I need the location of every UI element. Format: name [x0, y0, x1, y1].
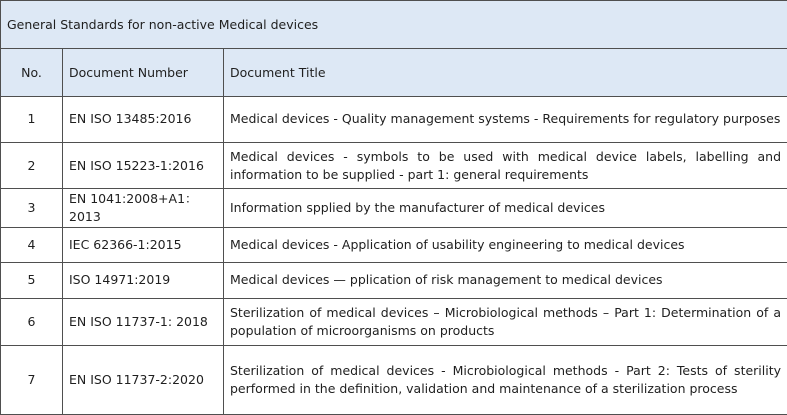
- row-document-title: Information spplied by the manufacturer of medical devices: [224, 189, 787, 227]
- table-caption: General Standards for non-active Medical devices: [1, 1, 787, 49]
- table-row: [1, 227, 787, 262]
- table-row: [1, 346, 787, 415]
- row-no: 7: [1, 346, 63, 415]
- row-no: 1: [1, 96, 63, 142]
- header-no: No.: [1, 49, 63, 96]
- table-row: [1, 299, 787, 346]
- caption-row: [1, 1, 787, 49]
- row-no: 2: [1, 143, 63, 189]
- row-document-number: EN 1041:2008+A1：2013: [63, 189, 224, 227]
- row-no: 4: [1, 227, 63, 262]
- header-document-title: Document Title: [224, 49, 787, 96]
- row-no: 5: [1, 262, 63, 298]
- row-document-number: EN ISO 11737-2:2020: [63, 346, 224, 415]
- row-document-number: EN ISO 11737-1: 2018: [63, 299, 224, 346]
- table-row: [1, 143, 787, 189]
- table-row: [1, 96, 787, 142]
- row-document-title: Medical devices - Application of usability engineering to medical devices: [224, 227, 787, 262]
- row-document-number: EN ISO 13485:2016: [63, 96, 224, 142]
- row-document-number: EN ISO 15223-1:2016: [63, 143, 224, 189]
- header-row: [1, 49, 787, 96]
- row-no: 6: [1, 299, 63, 346]
- row-document-title: Medical devices - Quality management systems - Requirements for regulatory purposes: [224, 96, 787, 142]
- row-document-title: Medical devices - symbols to be used with medical device labels, labelling and information to be supplied - part 1: general requirements: [224, 143, 787, 189]
- row-document-title: Medical devices — pplication of risk management to medical devices: [224, 262, 787, 298]
- header-document-number: Document Number: [63, 49, 224, 96]
- row-no: 3: [1, 189, 63, 227]
- row-document-title: Sterilization of medical devices – Microbiological methods – Part 1: Determination of a population of microorganisms on products: [224, 299, 787, 346]
- row-document-number: IEC 62366-1:2015: [63, 227, 224, 262]
- table-row: [1, 262, 787, 298]
- row-document-number: ISO 14971:2019: [63, 262, 224, 298]
- table-row: [1, 189, 787, 227]
- row-document-title: Sterilization of medical devices - Microbiological methods - Part 2: Tests of sterility performed in the definition, validation and maintenance of a sterilization process: [224, 346, 787, 415]
